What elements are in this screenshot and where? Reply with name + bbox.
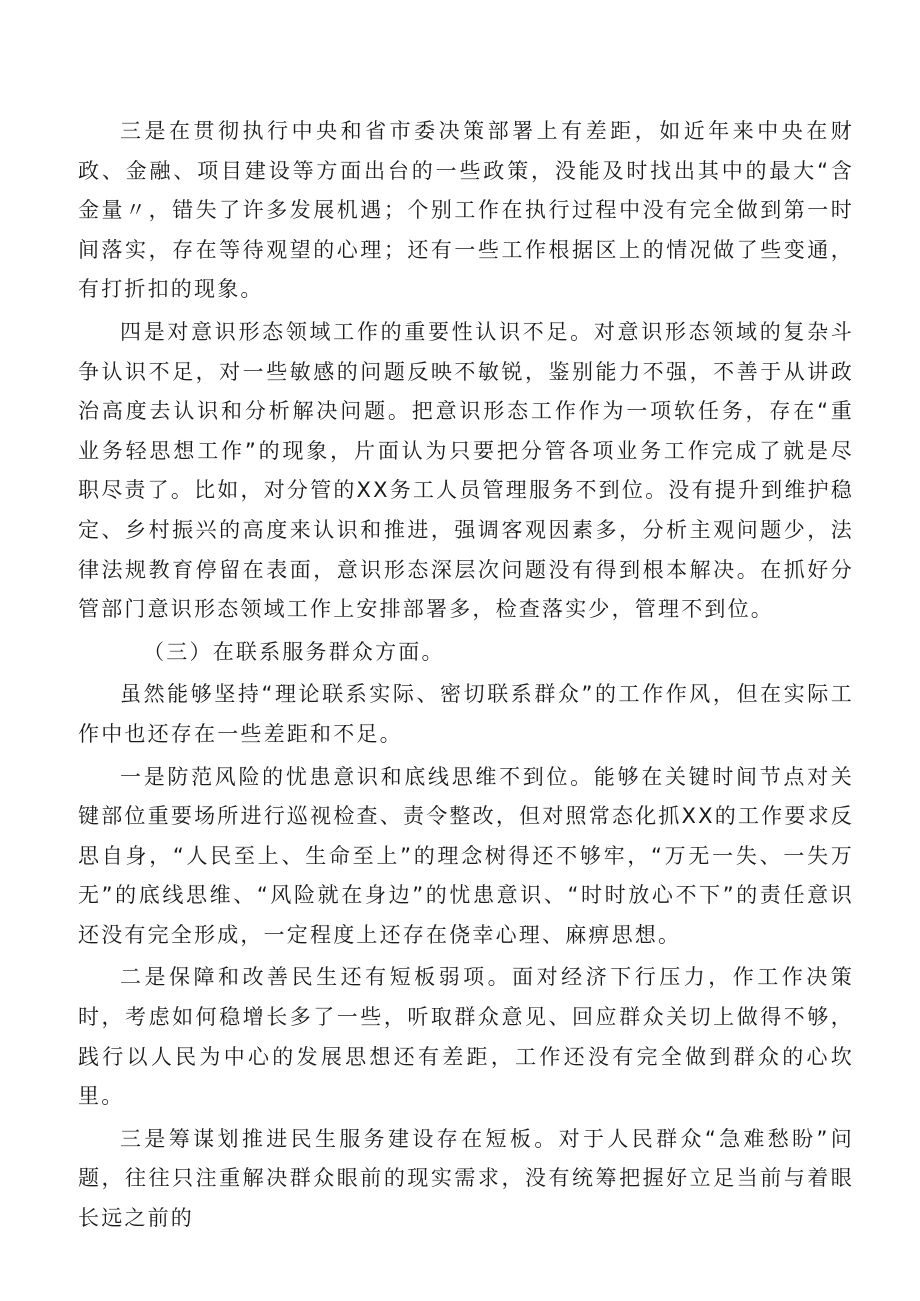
paragraph-decision-implementation: 三是在贯彻执行中央和省市委决策部署上有差距，如近年来中央在财政、金融、项目建设等方面出台的一些政策，没能及时找出其中的最大“含金量〃，错失了许多发展机遇；个别工作在执行过程中没有完全做到第一时间落实，存在等待观望的心理；还有一些工作根据区上的情况做了些变通，有打折扣的现象。 (78, 119, 854, 302)
section-heading-serving-masses: （三）在联系服务群众方面。 (143, 639, 445, 664)
paragraph-service-planning: 三是筹谋划推进民生服务建设存在短板。对于人民群众“急难愁盼”问题，往往只注重解决群众眼前的现实需求，没有统筹把握好立足当前与着眼长远之前的 (78, 1126, 854, 1231)
paragraph-ideology-work: 四是对意识形态领域工作的重要性认识不足。对意识形态领域的复杂斗争认识不足，对一些敏感的问题反映不敏锐，鉴别能力不强，不善于从讲政治高度去认识和分析解决问题。把意识形态工作作为一项软任务，存在“重业务轻思想工作”的现象，片面认为只要把分管各项业务工作完成了就是尽职尽责了。比如，对分管的XX务工人员管理服务不到位。没有提升到维护稳定、乡村振兴的高度来认识和推进，强调客观因素多，分析主观问题少，法律法规教育停留在表面，意识形态深层次问题没有得到根本解决。在抓好分管部门意识形态领域工作上安排部署多，检查落实少，管理不到位。 (78, 319, 854, 622)
document-body (78, 112, 854, 1239)
paragraph-risk-awareness: 一是防范风险的忧患意识和底线思维不到位。能够在关键时间节点对关键部位重要场所进行巡视检查、责令整改，但对照常态化抓XX的工作要求反思自身，“人民至上、生命至上”的理念树得还不够牢，“万无一失、一失万无”的底线思维、“风险就在身边”的忧患意识、“时时放心不下”的责任意识还没有完全形成，一定程度上还存在侥幸心理、麻痹思想。 (78, 764, 854, 947)
paragraph-livelihood: 二是保障和改善民生还有短板弱项。面对经济下行压力，作工作决策时，考虑如何稳增长多了一些，听取群众意见、回应群众关切上做得不够，践行以人民为中心的发展思想还有差距，工作还没有完全做到群众的心坎里。 (78, 965, 854, 1109)
paragraph-section-intro: 虽然能够坚持“理论联系实际、密切联系群众”的工作作风，但在实际工作中也还存在一些差距和不足。 (78, 682, 854, 746)
